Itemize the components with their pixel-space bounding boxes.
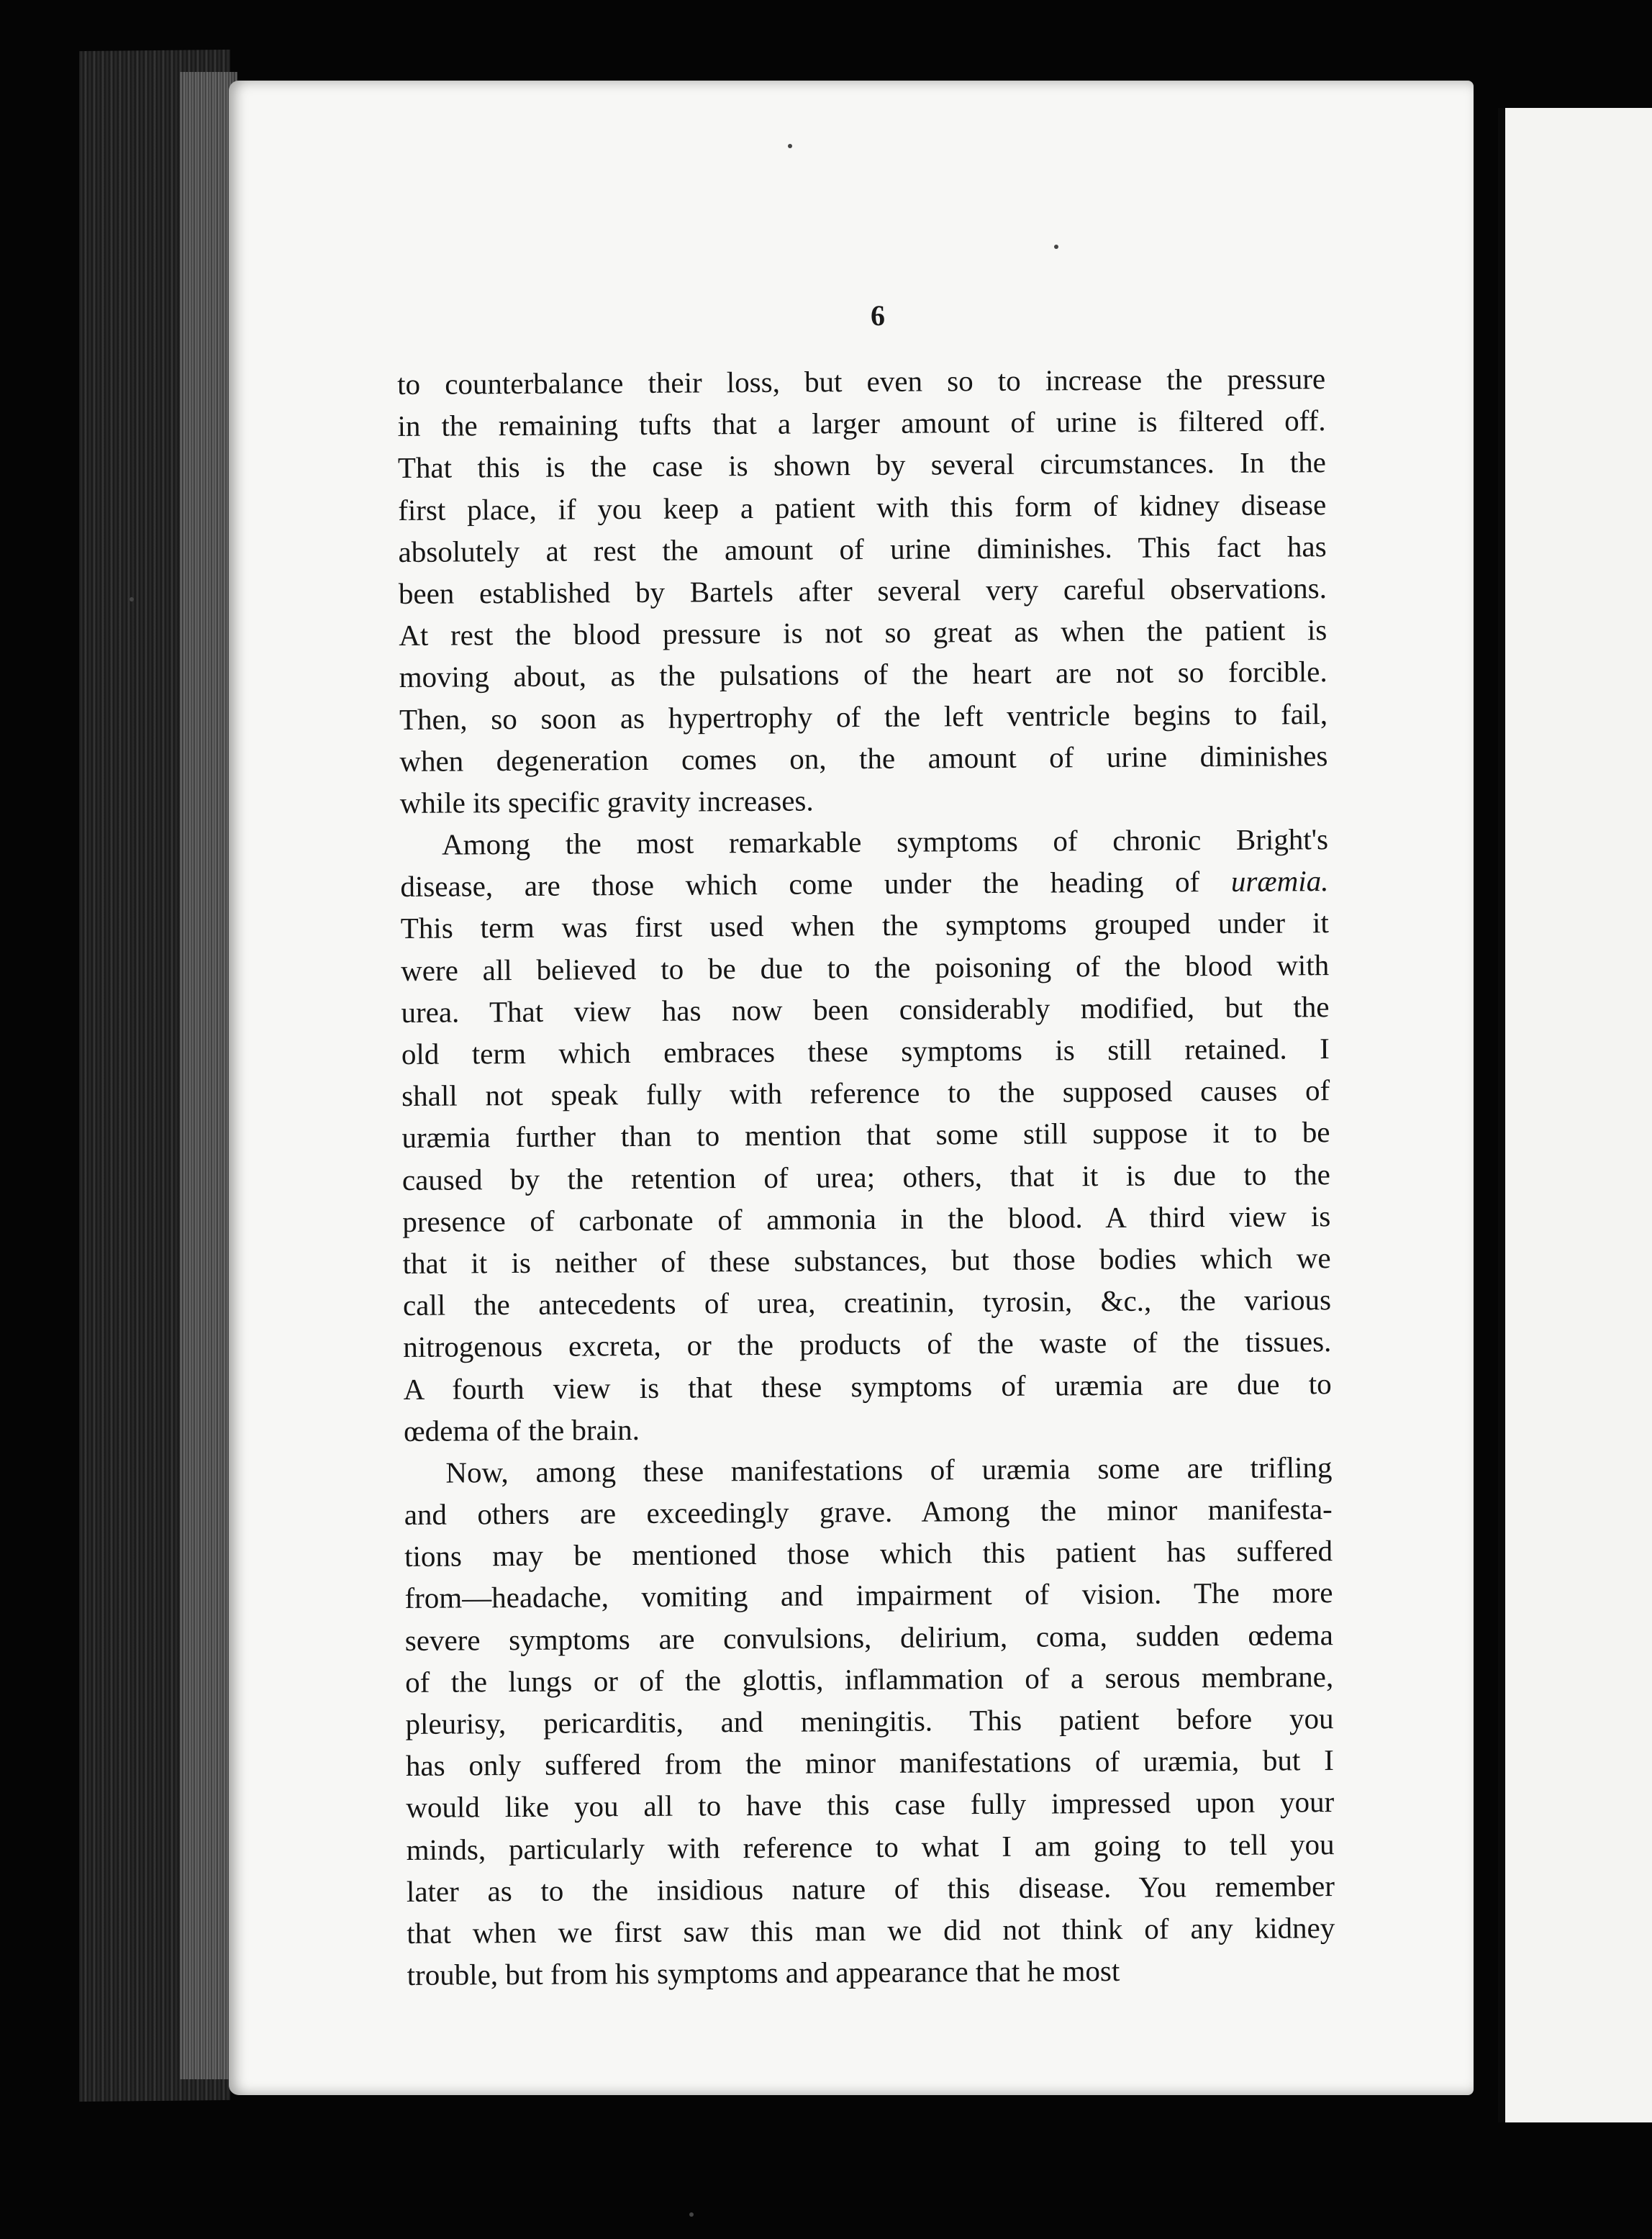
text-line: That this is the case is shown by several circumstances. In the — [397, 445, 1327, 485]
scan-speck — [689, 2212, 694, 2217]
text-line: caused by the retention of urea; others, that it is due to the — [401, 1157, 1331, 1196]
text-line: has only suffered from the minor manifestations of uræmia, but I — [405, 1743, 1335, 1783]
text-line: tions may be mentioned those which this patient has suffered — [404, 1534, 1333, 1573]
text-line: absolutely at rest the amount of urine diminishes. This fact has — [398, 529, 1327, 568]
text-line: minds, particularly with reference to what I am going to tell you — [406, 1827, 1335, 1866]
text-line: disease, are those which come under the heading of uræmia. — [400, 864, 1329, 904]
text-line: later as to the insidious nature of this disease. You remember — [406, 1868, 1335, 1908]
text-line: when degeneration comes on, the amount of urine diminishes — [399, 738, 1328, 778]
paragraph — [400, 818, 1332, 1452]
text-line: shall not speak fully with reference to the supposed causes of — [401, 1073, 1330, 1113]
text-line: uræmia further than to mention that some still suppose it to be — [401, 1115, 1330, 1155]
text-line: while its specific gravity increases. — [399, 784, 814, 819]
text-line: severe symptoms are convulsions, delirium, coma, sudden œdema — [404, 1617, 1333, 1657]
text-line: were all believed to be due to the poisoning of the blood with — [401, 948, 1330, 987]
text-line: trouble, but from his symptoms and appearance that he most — [407, 1954, 1120, 1992]
text-line: old term which embraces these symptoms is still retained. I — [401, 1032, 1330, 1071]
scan-speck — [130, 597, 134, 601]
text-line: Among the most remarkable symptoms of chronic Bright's — [441, 822, 1329, 861]
text-line: that when we first saw this man we did not think of any kidney — [407, 1911, 1335, 1950]
text-line: A fourth view is that these symptoms of uræmia are due to — [403, 1366, 1332, 1406]
text-line: moving about, as the pulsations of the heart are not so forcible. — [399, 655, 1328, 694]
text-line: of the lungs or of the glottis, inflammation of a serous membrane, — [405, 1659, 1334, 1699]
text-line: Then, so soon as hypertrophy of the left ventricle begins to fail, — [399, 696, 1328, 736]
text-line: and others are exceedingly grave. Among the minor manifesta- — [404, 1492, 1333, 1532]
text-line: nitrogenous excreta, or the products of the waste of the tissues. — [403, 1325, 1332, 1364]
paragraph — [397, 358, 1328, 824]
facing-page-edge — [1498, 108, 1652, 2122]
scan-speck — [1054, 245, 1058, 249]
text-line: pleurisy, pericarditis, and meningitis. This patient before you — [405, 1702, 1334, 1740]
text-line: This term was first used when the symptoms grouped under it — [400, 906, 1329, 945]
text-line: in the remaining tufts that a larger amount of urine is filtered off. — [397, 404, 1326, 443]
page-text-body — [397, 358, 1335, 1996]
text-line: been established by Bartels after several very careful observations. — [398, 571, 1328, 610]
text-line: that it is neither of these substances, but those bodies which we — [402, 1241, 1331, 1280]
text-line: call the antecedents of urea, creatinin, tyrosin, &c., the various — [402, 1283, 1332, 1322]
text-line: urea. That view has now been considerably modified, but the — [401, 989, 1330, 1029]
scan-speck — [788, 144, 792, 148]
text-line: from—headache, vomiting and impairment of vision. The more — [404, 1576, 1333, 1615]
text-line: would like you all to have this case fully impressed upon your — [406, 1785, 1335, 1825]
text-line: œdema of the brain. — [403, 1412, 640, 1448]
text-line: presence of carbonate of ammonia in the blood. A third view is — [402, 1199, 1331, 1238]
text-line: to counterbalance their loss, but even so to increase the pressure — [397, 362, 1326, 401]
text-line: At rest the blood pressure is not so great as when the patient is — [399, 613, 1328, 653]
text-line: Now, among these manifestations of uræmia some are trifling — [445, 1450, 1333, 1489]
text-line: first place, if you keep a patient with this form of kidney disease — [398, 487, 1327, 527]
paragraph — [404, 1446, 1335, 1996]
page-number: 6 — [871, 299, 885, 332]
